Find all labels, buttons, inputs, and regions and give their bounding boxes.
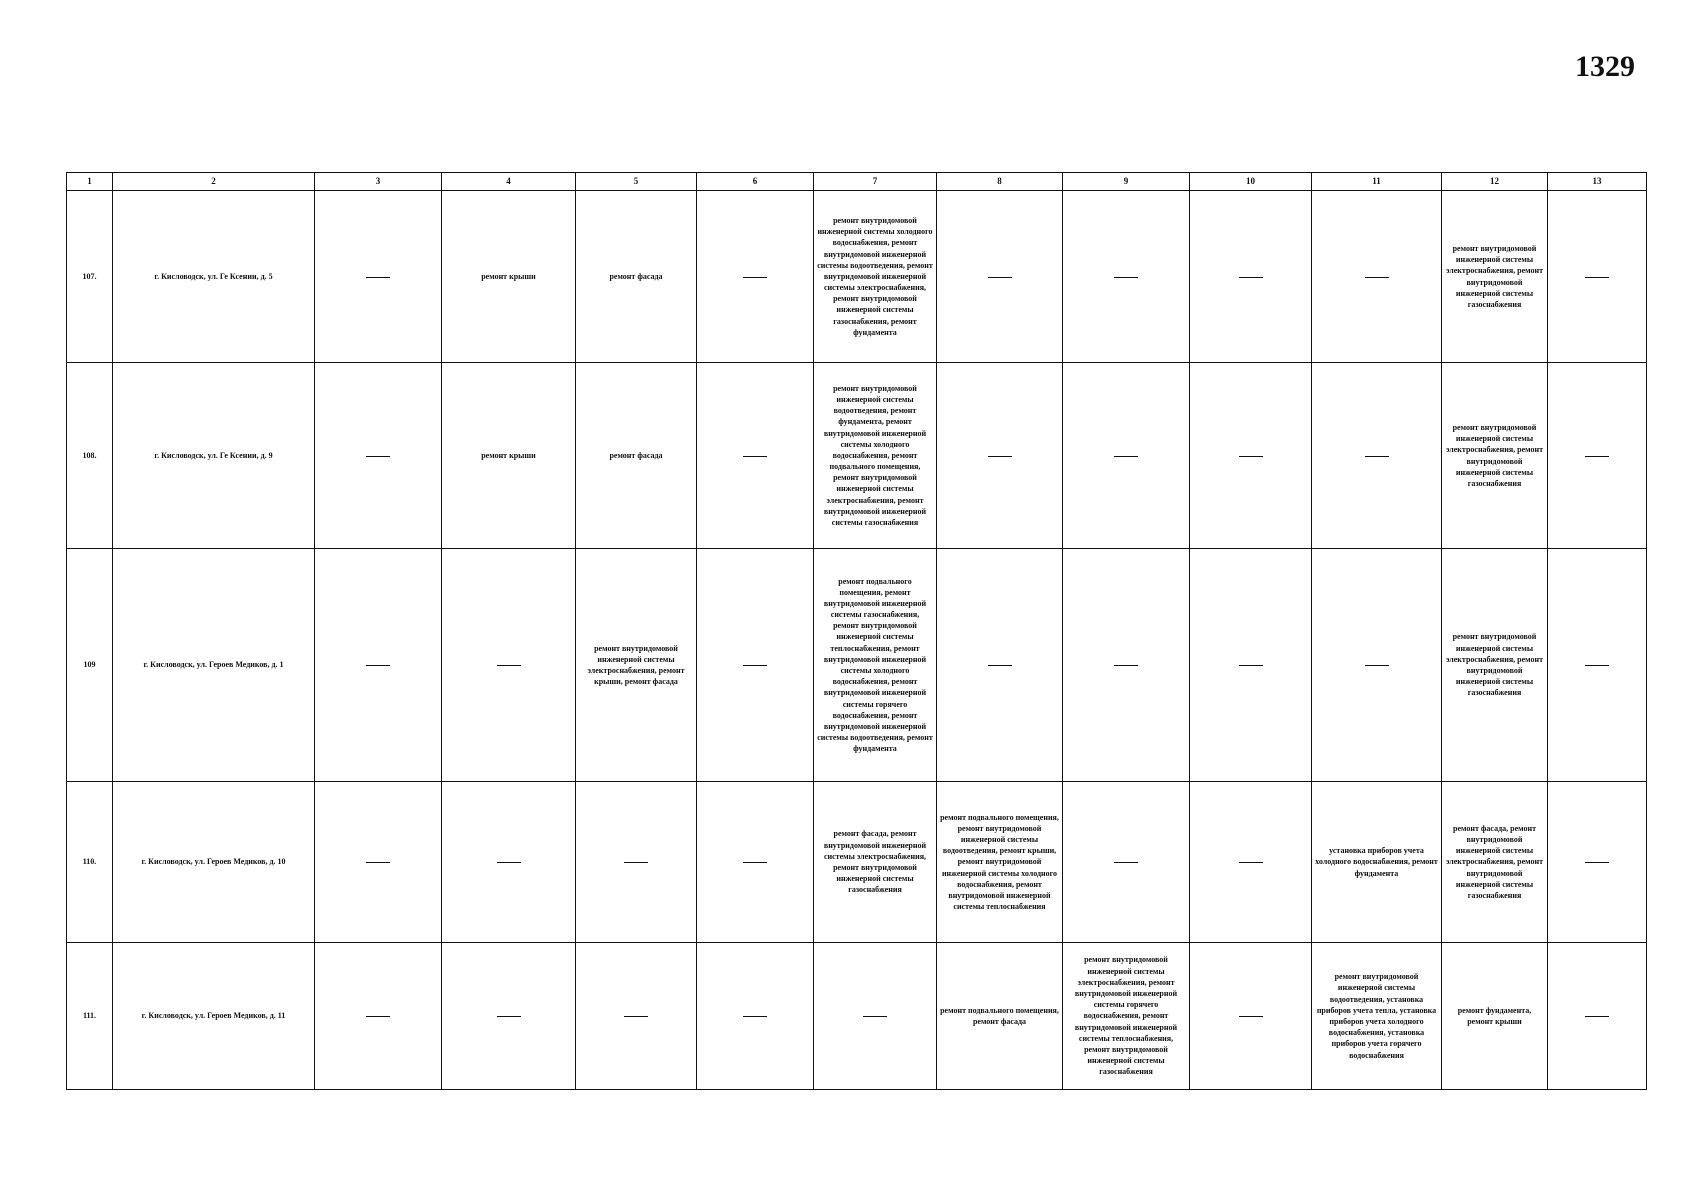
empty-cell: [697, 363, 814, 549]
dash-mark: [1585, 456, 1609, 457]
empty-cell: [315, 549, 442, 782]
column-header: 9: [1063, 173, 1190, 191]
row-number: 111.: [67, 943, 113, 1090]
column-header: 13: [1548, 173, 1647, 191]
work-cell: ремонт внутридомовой инженерной системы электроснабжения, ремонт внутридомовой инженерной системы газоснабжения: [1442, 191, 1548, 363]
address-cell: г. Кисловодск, ул. Героев Медиков, д. 10: [113, 782, 315, 943]
work-cell: ремонт подвального помещения, ремонт внутридомовой инженерной системы газоснабжения, ремонт внутридомовой инженерной системы теплоснабжения, ремонт внутридомовой инженерной системы холодного водоснабжения, ремонт внутридомовой инженерной системы горячего водоснабжения, ремонт внутридомовой инженерной системы водоотведения, ремонт фундамента: [814, 549, 937, 782]
empty-cell: [576, 943, 697, 1090]
column-header: 12: [1442, 173, 1548, 191]
empty-cell: [315, 782, 442, 943]
dash-mark: [366, 665, 390, 666]
column-header: 11: [1312, 173, 1442, 191]
table-row: [67, 191, 1647, 363]
address-cell: г. Кисловодск, ул. Героев Медиков, д. 1: [113, 549, 315, 782]
header-row: [67, 173, 1647, 191]
dash-mark: [366, 862, 390, 863]
work-cell: ремонт подвального помещения, ремонт внутридомовой инженерной системы водоотведения, ремонт крыши, ремонт внутридомовой инженерной системы холодного водоснабжения, ремонт внутридомовой инженерной системы теплоснабжения: [937, 782, 1063, 943]
empty-cell: [937, 549, 1063, 782]
table-row: [67, 943, 1647, 1090]
empty-cell: [1312, 363, 1442, 549]
dash-mark: [1239, 277, 1263, 278]
empty-cell: [937, 363, 1063, 549]
dash-mark: [1585, 862, 1609, 863]
dash-mark: [1239, 1016, 1263, 1017]
dash-mark: [988, 665, 1012, 666]
empty-cell: [697, 549, 814, 782]
dash-mark: [366, 277, 390, 278]
work-cell: ремонт фасада, ремонт внутридомовой инженерной системы электроснабжения, ремонт внутридомовой инженерной системы газоснабжения: [814, 782, 937, 943]
dash-mark: [624, 862, 648, 863]
dash-mark: [366, 1016, 390, 1017]
dash-mark: [624, 1016, 648, 1017]
repair-schedule-table: [66, 172, 1647, 1090]
dash-mark: [1114, 665, 1138, 666]
dash-mark: [988, 277, 1012, 278]
address-cell: г. Кисловодск, ул. Ге Ксении, д. 5: [113, 191, 315, 363]
work-cell: ремонт внутридомовой инженерной системы водоотведения, установка приборов учета тепла, установка приборов учета холодного водоснабжения, установка приборов учета горячего водоснабжения: [1312, 943, 1442, 1090]
work-cell: ремонт внутридомовой инженерной системы водоотведения, ремонт фундамента, ремонт внутридомовой инженерной системы холодного водоснабжения, ремонт подвального помещения, ремонт внутридомовой инженерной системы электроснабжения, ремонт внутридомовой инженерной системы газоснабжения: [814, 363, 937, 549]
empty-cell: [814, 943, 937, 1090]
row-number: 107.: [67, 191, 113, 363]
column-header: 2: [113, 173, 315, 191]
dash-mark: [1365, 277, 1389, 278]
column-header: 8: [937, 173, 1063, 191]
empty-cell: [315, 943, 442, 1090]
empty-cell: [1063, 549, 1190, 782]
empty-cell: [1063, 363, 1190, 549]
empty-cell: [1190, 549, 1312, 782]
empty-cell: [697, 943, 814, 1090]
column-header: 6: [697, 173, 814, 191]
dash-mark: [1585, 1016, 1609, 1017]
work-cell: установка приборов учета холодного водоснабжения, ремонт фундамента: [1312, 782, 1442, 943]
empty-cell: [697, 191, 814, 363]
empty-cell: [442, 782, 576, 943]
dash-mark: [1585, 277, 1609, 278]
work-cell: ремонт фасада: [576, 363, 697, 549]
work-cell: ремонт внутридомовой инженерной системы электроснабжения, ремонт внутридомовой инженерной системы газоснабжения: [1442, 363, 1548, 549]
dash-mark: [1585, 665, 1609, 666]
empty-cell: [315, 191, 442, 363]
column-header: 4: [442, 173, 576, 191]
table-row: [67, 549, 1647, 782]
dash-mark: [988, 456, 1012, 457]
empty-cell: [1548, 363, 1647, 549]
empty-cell: [576, 782, 697, 943]
dash-mark: [1365, 456, 1389, 457]
dash-mark: [366, 456, 390, 457]
dash-mark: [743, 665, 767, 666]
dash-mark: [1114, 862, 1138, 863]
dash-mark: [743, 456, 767, 457]
empty-cell: [697, 782, 814, 943]
work-cell: ремонт фасада, ремонт внутридомовой инженерной системы электроснабжения, ремонт внутридомовой инженерной системы газоснабжения: [1442, 782, 1548, 943]
work-cell: ремонт крыши: [442, 363, 576, 549]
column-header: 5: [576, 173, 697, 191]
dash-mark: [863, 1016, 887, 1017]
empty-cell: [1312, 549, 1442, 782]
dash-mark: [743, 1016, 767, 1017]
work-cell: ремонт подвального помещения, ремонт фасада: [937, 943, 1063, 1090]
dash-mark: [1239, 862, 1263, 863]
dash-mark: [497, 1016, 521, 1017]
address-cell: г. Кисловодск, ул. Героев Медиков, д. 11: [113, 943, 315, 1090]
dash-mark: [1239, 665, 1263, 666]
dash-mark: [1239, 456, 1263, 457]
empty-cell: [1190, 363, 1312, 549]
dash-mark: [743, 862, 767, 863]
empty-cell: [1548, 943, 1647, 1090]
column-header: 1: [67, 173, 113, 191]
dash-mark: [743, 277, 767, 278]
column-header: 7: [814, 173, 937, 191]
empty-cell: [315, 363, 442, 549]
empty-cell: [442, 549, 576, 782]
work-cell: ремонт внутридомовой инженерной системы электроснабжения, ремонт крыши, ремонт фасада: [576, 549, 697, 782]
empty-cell: [1548, 782, 1647, 943]
dash-mark: [497, 862, 521, 863]
table-row: [67, 782, 1647, 943]
empty-cell: [1063, 782, 1190, 943]
work-cell: ремонт фундамента, ремонт крыши: [1442, 943, 1548, 1090]
empty-cell: [1190, 191, 1312, 363]
dash-mark: [1365, 665, 1389, 666]
empty-cell: [442, 943, 576, 1090]
dash-mark: [497, 665, 521, 666]
empty-cell: [1548, 191, 1647, 363]
empty-cell: [1190, 782, 1312, 943]
dash-mark: [1114, 456, 1138, 457]
empty-cell: [1312, 191, 1442, 363]
row-number: 109: [67, 549, 113, 782]
work-cell: ремонт внутридомовой инженерной системы электроснабжения, ремонт внутридомовой инженерной системы газоснабжения: [1442, 549, 1548, 782]
dash-mark: [1114, 277, 1138, 278]
column-header: 10: [1190, 173, 1312, 191]
empty-cell: [1190, 943, 1312, 1090]
table-row: [67, 363, 1647, 549]
page-number: 1329: [1575, 50, 1635, 83]
work-cell: ремонт внутридомовой инженерной системы электроснабжения, ремонт внутридомовой инженерной системы горячего водоснабжения, ремонт внутридомовой инженерной системы теплоснабжения, ремонт внутридомовой инженерной системы газоснабжения: [1063, 943, 1190, 1090]
row-number: 108.: [67, 363, 113, 549]
work-cell: ремонт фасада: [576, 191, 697, 363]
empty-cell: [937, 191, 1063, 363]
empty-cell: [1063, 191, 1190, 363]
column-header: 3: [315, 173, 442, 191]
work-cell: ремонт внутридомовой инженерной системы холодного водоснабжения, ремонт внутридомовой инженерной системы водоотведения, ремонт внутридомовой инженерной системы электроснабжения, ремонт внутридомовой инженерной системы газоснабжения, ремонт фундамента: [814, 191, 937, 363]
row-number: 110.: [67, 782, 113, 943]
empty-cell: [1548, 549, 1647, 782]
address-cell: г. Кисловодск, ул. Ге Ксении, д. 9: [113, 363, 315, 549]
work-cell: ремонт крыши: [442, 191, 576, 363]
